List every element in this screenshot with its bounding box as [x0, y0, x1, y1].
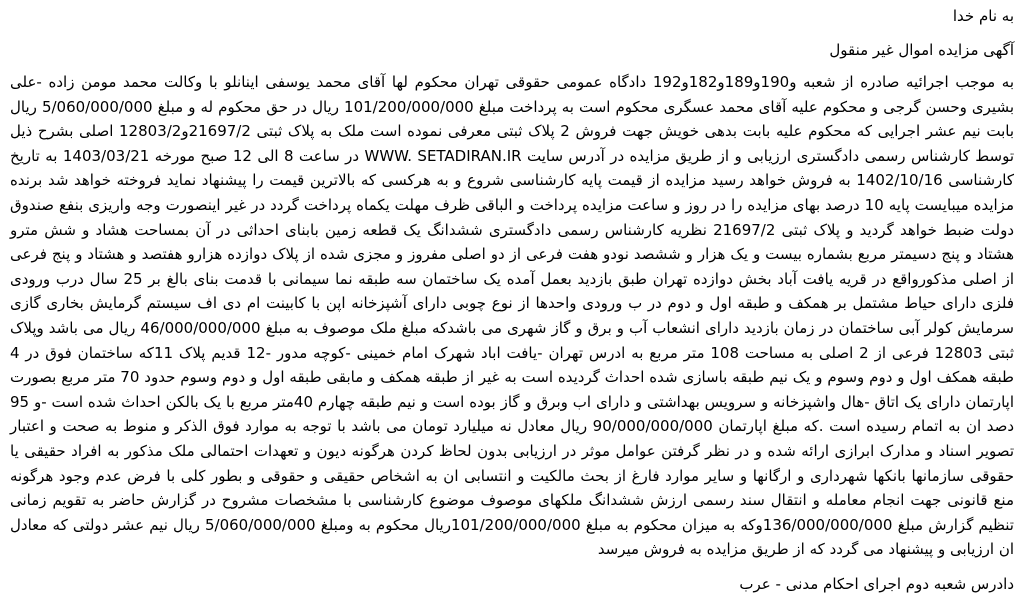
document-heading: به نام خدا — [952, 7, 1014, 25]
notice-body: به موجب اجرائیه صادره از شعبه و190و189و182و192 دادگاه عمومی حقوقی تهران محکوم لها آقای محمد یوسفی اینانلو با وکالت محمد مومن زاده -علی بشیری وحسن گرجی و محکوم علیه آقای محمد عسگری محکوم است به پرداخت مبلغ 101/200/000/000 ریال در حق محکوم له و مبلغ 5/060/000/000 ریال بابت نیم عشر اجرایی که محکوم علیه بابت بدهی خویش جهت فروش 2 پلاک ثبتی معرفی نموده است ملک به پلاک ثبتی 21697/2و12803/2 اصلی بشرح ذیل توسط کارشناس رسمی دادگستری ارزیابی و از طریق مزایده در آدرس سایت WWW. SETADIRAN.IR در ساعت 8 الی 12 صبح مورخه 1403/03/21 به تاریخ کارشناسی 1402/10/16 به فروش خواهد رسید مزایده از قیمت پایه کارشناسی شروع و به هرکسی که بالاترین قیمت را پیشنهاد نماید فروخته خواهد شد برنده مزایده میبایست پایه 10 درصد بهای مزایده را در روز و ساعت مزایده پرداخت و الباقی ظرف مهلت یکماه پرداخت گردد در غیر اینصورت وجه واریزی بنفع صندوق دولت ضبط خواهد گردید و پلاک ثبتی 21697/2 نظریه کارشناس رسمی دادگستری ششدانگ یک قطعه زمین بابنای احداثی در آن بمساحت هشاد و شش مترو هشتاد و پنج دسیمتر مربع بشماره بیست و یک هزار و ششصد نودو هفت فرعی از دو اصلی مفروز و مجزی شده از پلاک دوازده هزارو هفتصد و هشتاد و پنج فرعی از اصلی مذکورواقع در قریه یافت آباد بخش دوازده تهران طبق بازدید بعمل آمده یک ساختمان سه طبقه نما سیمانی با قدمت بنای بالغ بر 25 سال درب ورودی فلزی دارای حیاط مشتمل بر همکف و طبقه اول و دوم در ب ورودی واحدها از نوع چوبی دارای آشپزخانه اپن با کابینت ام دی اف سیستم گرمایش بخاری گازی سرمایش کولر آبی ساختمان در زمان بازدید دارای انشعاب آب و برق و گاز شهری می باشدکه مبلغ ملک موصوف به مبلغ 46/000/000/000 ریال می باشد وپلاک ثبتی 12803 فرعی از 2 اصلی به مساحت 108 متر مربع به ادرس تهران -یافت اباد شهرک امام خمینی -کوچه مدور -12 قدیم پلاک 11که ساختمان فوق در 4 طبقه همکف اول و دوم وسوم و یک نیم طبقه باسازی شده احداث گردیده است به غیر از طبقه همکف و مابقی طبقه اول و دوم وسوم حدود 70 متر مربع بصورت اپارتمان دارای یک اتاق -هال واشپزخانه و سرویس بهداشتی و دارای اب وبرق و گاز بوده است و نیم طبقه چهارم 40متر مربع با یک بالکن احداث شده است -و 95 دصد ان به اتمام رسیده است .که مبلغ اپارتمان 90/000/000/000 ریال معادل نه میلیارد تومان می باشد با توجه به موارد فوق الذکر و منوط به صحت و اعتبار تصویر اسناد و مدارک ابرازی ارائه شده و در نظر گرفتن عوامل موثر در ارزیابی بدون لحاظ کردن هرگونه دیون و تعهدات احتمالی ملک مذکور به افراد حقیقی یا حقوقی سازمانها بانکها شهرداری و ارگانها و سایر موارد فارغ از بحث مالکیت و انتسابی ان به اشخاص حقیقی و حقوقی و بطور کلی با فرض عدم وجود هرگونه منع قانونی جهت انجام معامله و انتقال سند رسمی ارزش ششدانگ ملکهای موصوف موضوع کارشناسی با مشخصات مشروح در گزارش حاضر به تقویم زمانی تنظیم گزارش مبلغ 136/000/000/000وکه به میزان محکوم به مبلغ 101/200/000/000ریال محکوم به ومبلغ 5/060/000/000 ریال نیم عشر دولتی که معادل ان ارزیابی و پیشنهاد می گردد که از طریق مزایده به فروش میرسد — [10, 73, 1015, 559]
document-title: آگهی مزایده اموال غیر منقول — [829, 41, 1014, 59]
signature-line: دادرس شعبه دوم اجرای احکام مدنی - عرب — [739, 574, 1014, 593]
